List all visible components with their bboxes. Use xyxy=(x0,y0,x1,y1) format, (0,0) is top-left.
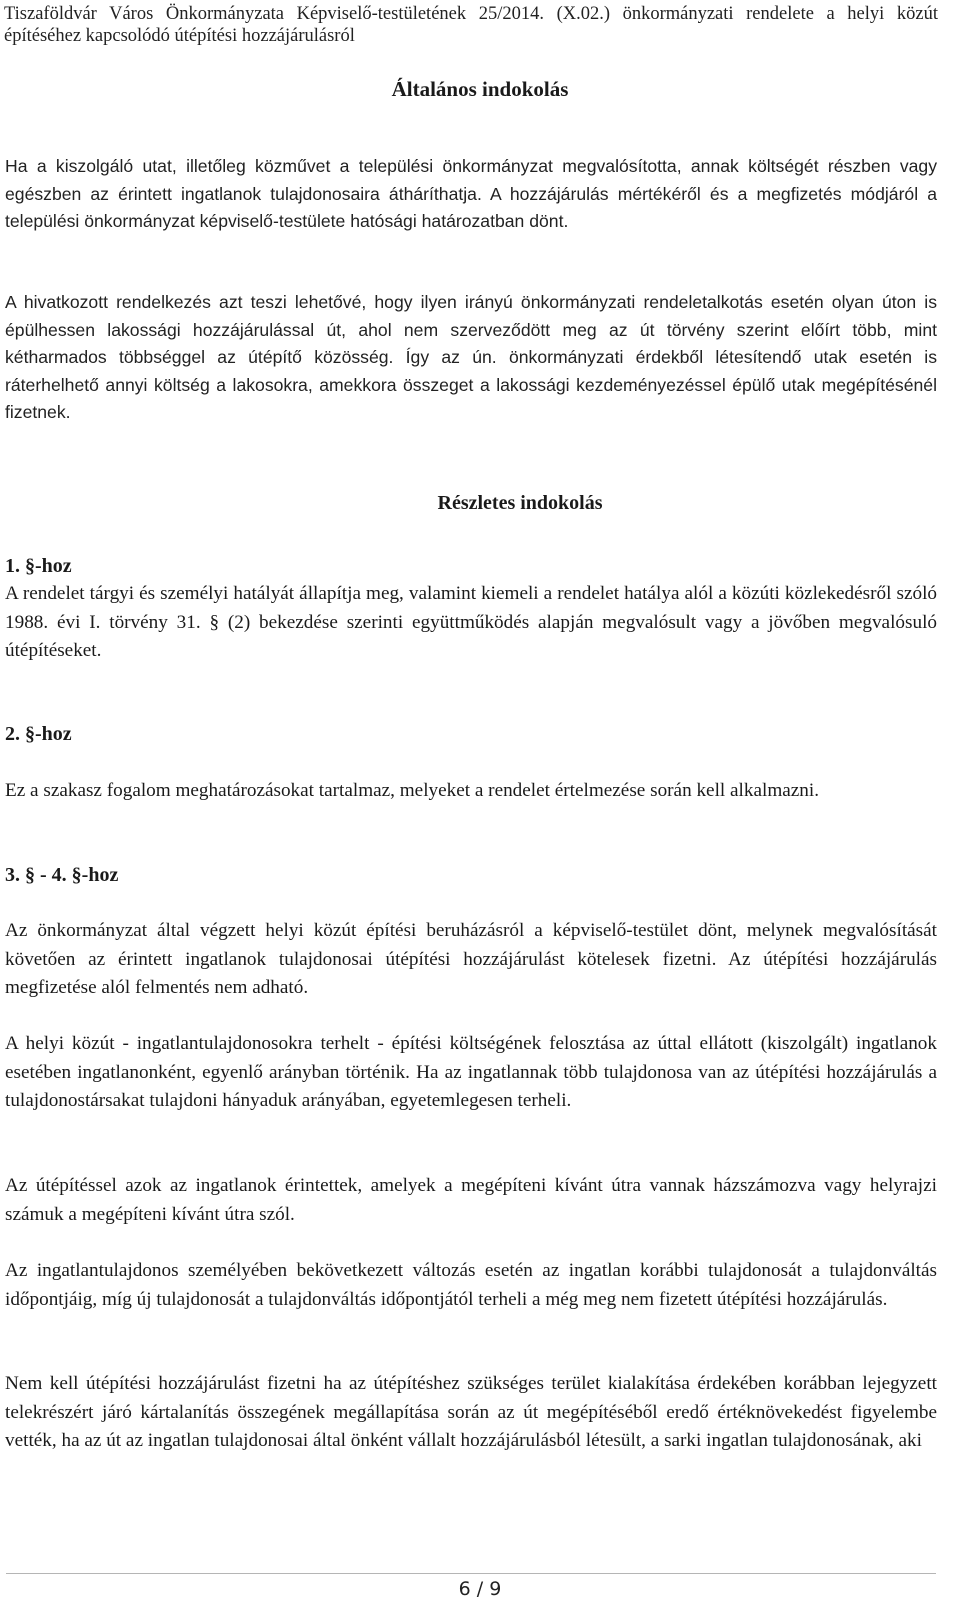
section-3-4-paragraph-2: A helyi közút - ingatlantulajdonosokra terhelt - építési költségének felosztása az úttal ellátott (kiszolgált) ingatlanok esetében ingatlanonként, egyenlő arányban történik. Ha az ingatlannak több tulajdonosa van az útépítési hozzájárulás a tulajdonostársakat tulajdoni hányaduk arányában, egyetemlegesen terheli. xyxy=(5,1033,937,1111)
page-number: 6 / 9 xyxy=(458,1578,502,1600)
section-3-4-heading: 3. § - 4. §-hoz xyxy=(5,864,119,886)
section-3-4-paragraph-1: Az önkormányzat által végzett helyi közút építési beruházásról a képviselő-testület dönt, melynek megvalósítását követően az érintett ingatlanok tulajdonosai útépítési hozzájárulást kötelesek fizetni. Az útépítési hozzájárulás megfizetése alól felmentés nem adható. xyxy=(5,920,937,998)
general-paragraph-1: Ha a kiszolgáló utat, illetőleg közművet a települési önkormányzat megvalósította, annak költségét részben vagy egészben az érintett ingatlanok tulajdonosaira átháríthatja. A hozzájárulás mértékéről és a megfizetés módjáról a települési önkormányzat képviselő-testülete hatósági határozatban dönt. xyxy=(5,156,937,231)
general-paragraph-2: A hivatkozott rendelkezés azt teszi lehetővé, hogy ilyen irányú önkormányzati rendeletalkotás esetén olyan úton is épülhessen lakossági hozzájárulással út, ahol nem szerveződött meg az út törvény szerint előírt több, mint kétharmados többséggel az útépítő közösség. Így az ún. önkormányzati érdekből létesítendő utak esetén is ráterhelhető annyi költség a lakosokra, amekkora összeget a lakossági kezdeményezéssel épülő utak megépítésénél fizetnek. xyxy=(5,292,937,422)
section-1-paragraph-1: A rendelet tárgyi és személyi hatályát állapítja meg, valamint kiemeli a rendelet hatálya alól a közúti közlekedésről szóló 1988. évi I. törvény 31. § (2) bekezdése szerinti együttműködés alapján megvalósult vagy a jövőben megvalósuló útépítéseket. xyxy=(5,583,937,661)
section-3-4-paragraph-5: Nem kell útépítési hozzájárulást fizetni ha az útépítéshez szükséges terület kialakítása érdekében korábban lejegyzett telekrészért járó kártalanítás összegének megállapítása során az út megépítéséből eredő értéknövekedést figyelembe vették, ha az út az ingatlan tulajdonosai által önként vállalt hozzájárulásból létesült, a sarki ingatlan tulajdonosának, aki xyxy=(5,1373,937,1451)
section-2-heading: 2. §-hoz xyxy=(5,723,72,745)
section-2-paragraph-1: Ez a szakasz fogalom meghatározásokat tartalmaz, melyeket a rendelet értelmezése során kell alkalmazni. xyxy=(5,780,819,801)
section-3-4-paragraph-3: Az útépítéssel azok az ingatlanok érintettek, amelyek a megépíteni kívánt útra vannak házszámozva vagy helyrajzi számuk a megépíteni kívánt útra szól. xyxy=(5,1175,937,1225)
header-title-line-2: építéséhez kapcsolódó útépítési hozzájárulásról xyxy=(4,26,355,46)
general-reasoning-heading: Általános indokolás xyxy=(391,77,569,101)
section-1-heading: 1. §-hoz xyxy=(5,555,72,577)
header-title-line-1: Tiszaföldvár Város Önkormányzata Képviselő-testületének 25/2014. (X.02.) önkormányzati rendelete a helyi közút xyxy=(4,4,938,24)
detailed-reasoning-heading: Részletes indokolás xyxy=(437,492,603,514)
section-3-4-paragraph-4: Az ingatlantulajdonos személyében bekövetkezett változás esetén az ingatlan korábbi tulajdonosát a tulajdonváltás időpontjáig, míg új tulajdonosát a tulajdonváltás időpontjától terheli a még meg nem fizetett útépítési hozzájárulás. xyxy=(5,1260,937,1310)
footer-divider xyxy=(6,1573,936,1574)
page-header xyxy=(4,3,938,47)
